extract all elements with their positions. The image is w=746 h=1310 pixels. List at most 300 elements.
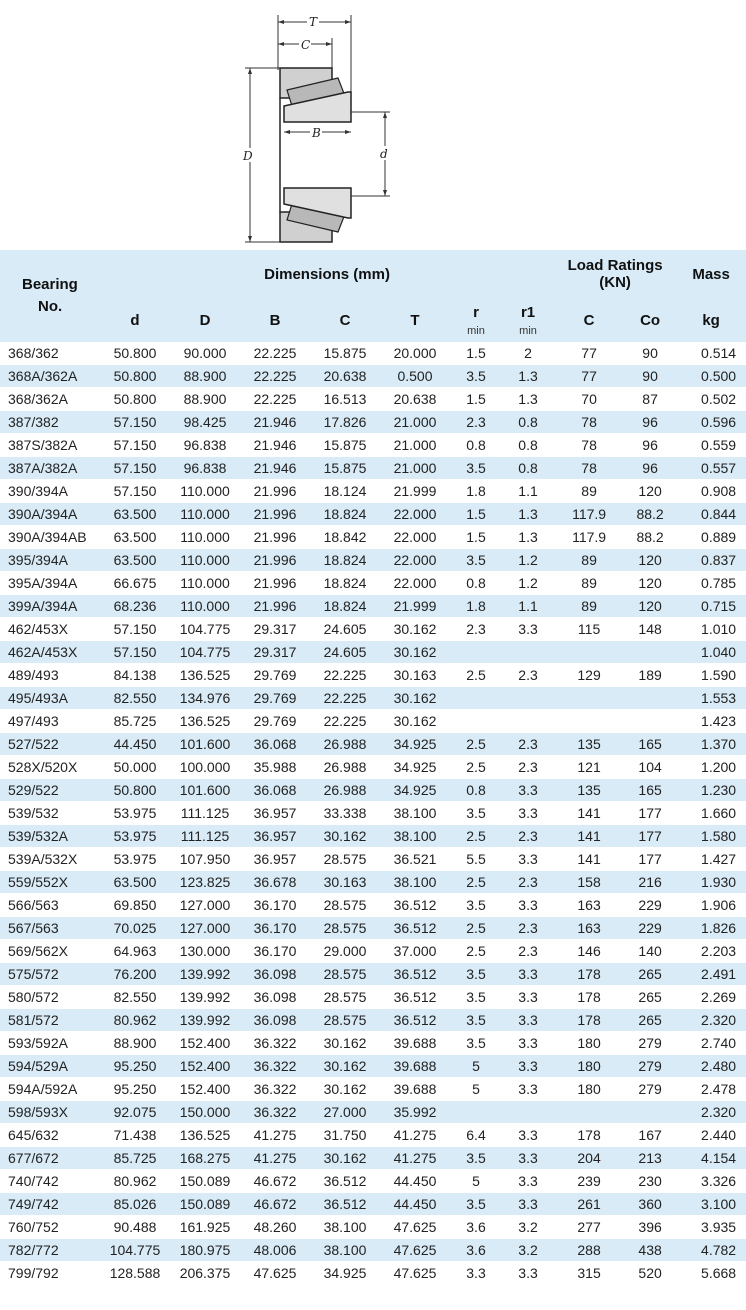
tapered-bearing-cross-section — [0, 0, 746, 250]
cell-T: 30.162 — [380, 710, 450, 733]
header-C: C — [310, 298, 380, 342]
header-r — [450, 298, 502, 342]
cell-load-C: 70 — [554, 388, 624, 411]
cell-d: 128.588 — [100, 1262, 170, 1285]
cell-r1: 2.3 — [502, 756, 554, 779]
cell-B: 21.946 — [240, 457, 310, 480]
header-T: T — [380, 298, 450, 342]
cell-r: 5 — [450, 1170, 502, 1193]
cell-bearing-no: 390A/394AB — [0, 526, 100, 549]
table-row — [0, 1055, 746, 1078]
cell-load-Co: 120 — [624, 480, 676, 503]
cell-T: 22.000 — [380, 549, 450, 572]
cell-T: 47.625 — [380, 1262, 450, 1285]
cell-bearing-no: 740/742 — [0, 1170, 100, 1193]
cell-C: 34.925 — [310, 1262, 380, 1285]
cell-r1: 3.3 — [502, 779, 554, 802]
cell-d: 80.962 — [100, 1170, 170, 1193]
cell-B: 36.098 — [240, 1009, 310, 1032]
cell-C: 26.988 — [310, 779, 380, 802]
cell-load-Co: 216 — [624, 871, 676, 894]
cell-bearing-no: 495/493A — [0, 687, 100, 710]
cell-C: 18.124 — [310, 480, 380, 503]
cell-r: 3.3 — [450, 1262, 502, 1285]
cell-B: 36.322 — [240, 1078, 310, 1101]
cell-mass: 1.423 — [676, 710, 746, 733]
cell-bearing-no: 580/572 — [0, 986, 100, 1009]
cell-C: 22.225 — [310, 664, 380, 687]
cell-D: 150.000 — [170, 1101, 240, 1124]
table-row — [0, 1078, 746, 1101]
cell-C: 28.575 — [310, 894, 380, 917]
cell-bearing-no: 559/552X — [0, 871, 100, 894]
cell-load-C: 129 — [554, 664, 624, 687]
cell-load-C: 117.9 — [554, 503, 624, 526]
cell-bearing-no: 497/493 — [0, 710, 100, 733]
cell-D: 152.400 — [170, 1032, 240, 1055]
cell-bearing-no: 390A/394A — [0, 503, 100, 526]
cell-load-C: 77 — [554, 342, 624, 365]
cell-mass: 1.590 — [676, 664, 746, 687]
cell-T: 30.162 — [380, 687, 450, 710]
cell-load-C: 178 — [554, 986, 624, 1009]
cell-d: 85.725 — [100, 1147, 170, 1170]
cell-r: 3.6 — [450, 1216, 502, 1239]
table-header — [0, 250, 746, 342]
cell-T: 39.688 — [380, 1055, 450, 1078]
cell-d: 63.500 — [100, 526, 170, 549]
cell-load-Co: 229 — [624, 894, 676, 917]
cell-D: 110.000 — [170, 480, 240, 503]
cell-C: 28.575 — [310, 986, 380, 1009]
cell-load-C: 180 — [554, 1055, 624, 1078]
cell-load-C: 78 — [554, 411, 624, 434]
cell-r: 0.8 — [450, 434, 502, 457]
cell-D: 152.400 — [170, 1055, 240, 1078]
cell-B: 21.996 — [240, 480, 310, 503]
cell-B: 22.225 — [240, 388, 310, 411]
cell-load-C: 77 — [554, 365, 624, 388]
table-row — [0, 687, 746, 710]
cell-r1: 1.3 — [502, 526, 554, 549]
cell-mass: 0.500 — [676, 365, 746, 388]
cell-d: 95.250 — [100, 1055, 170, 1078]
cell-bearing-no: 462/453X — [0, 618, 100, 641]
cell-C: 20.638 — [310, 365, 380, 388]
cell-d: 63.500 — [100, 871, 170, 894]
cell-r1: 1.3 — [502, 365, 554, 388]
cell-d: 88.900 — [100, 1032, 170, 1055]
cell-B: 47.625 — [240, 1262, 310, 1285]
cell-T: 34.925 — [380, 779, 450, 802]
cell-r: 5.5 — [450, 848, 502, 871]
table-row — [0, 1009, 746, 1032]
cell-B: 36.322 — [240, 1032, 310, 1055]
cell-d: 63.500 — [100, 503, 170, 526]
cell-d: 57.150 — [100, 434, 170, 457]
cell-load-Co: 360 — [624, 1193, 676, 1216]
table-row — [0, 1032, 746, 1055]
cell-mass: 0.844 — [676, 503, 746, 526]
cell-load-Co: 120 — [624, 595, 676, 618]
table-row — [0, 710, 746, 733]
cell-r1 — [502, 1101, 554, 1124]
cell-mass: 1.200 — [676, 756, 746, 779]
cell-load-Co: 177 — [624, 825, 676, 848]
cell-C: 28.575 — [310, 1009, 380, 1032]
cell-r: 2.3 — [450, 618, 502, 641]
cell-r1 — [502, 641, 554, 664]
cell-load-Co: 104 — [624, 756, 676, 779]
cell-r: 2.5 — [450, 664, 502, 687]
cell-load-C: 78 — [554, 434, 624, 457]
cell-D: 104.775 — [170, 641, 240, 664]
cell-load-Co: 120 — [624, 572, 676, 595]
cell-load-Co: 438 — [624, 1239, 676, 1262]
table-row — [0, 434, 746, 457]
table-row — [0, 342, 746, 365]
cell-bearing-no: 566/563 — [0, 894, 100, 917]
cell-r1: 0.8 — [502, 411, 554, 434]
cell-load-C: 180 — [554, 1032, 624, 1055]
cell-D: 150.089 — [170, 1193, 240, 1216]
cell-r1: 0.8 — [502, 434, 554, 457]
cell-d: 68.236 — [100, 595, 170, 618]
cell-D: 150.089 — [170, 1170, 240, 1193]
cell-d: 104.775 — [100, 1239, 170, 1262]
cell-D: 134.976 — [170, 687, 240, 710]
cell-C: 28.575 — [310, 917, 380, 940]
table-row — [0, 595, 746, 618]
table-row — [0, 986, 746, 1009]
cell-load-Co — [624, 687, 676, 710]
cell-load-C: 89 — [554, 572, 624, 595]
cell-d: 85.026 — [100, 1193, 170, 1216]
cell-T: 36.512 — [380, 986, 450, 1009]
cell-T: 20.000 — [380, 342, 450, 365]
cell-T: 36.512 — [380, 894, 450, 917]
cell-load-Co: 87 — [624, 388, 676, 411]
cell-mass: 4.782 — [676, 1239, 746, 1262]
header-r1-label: r1 — [520, 303, 536, 321]
cell-load-C: 158 — [554, 871, 624, 894]
cell-r1: 1.2 — [502, 549, 554, 572]
cell-load-C: 239 — [554, 1170, 624, 1193]
cell-r1: 1.3 — [502, 388, 554, 411]
cell-load-Co: 279 — [624, 1032, 676, 1055]
cell-r1: 3.3 — [502, 618, 554, 641]
cell-bearing-no: 489/493 — [0, 664, 100, 687]
cell-C: 22.225 — [310, 710, 380, 733]
cell-load-Co: 88.2 — [624, 503, 676, 526]
cell-load-C: 78 — [554, 457, 624, 480]
cell-B: 36.957 — [240, 825, 310, 848]
cell-mass: 5.668 — [676, 1262, 746, 1285]
cell-C: 18.842 — [310, 526, 380, 549]
cell-load-C: 141 — [554, 848, 624, 871]
cell-r1: 3.3 — [502, 1032, 554, 1055]
cell-B: 21.996 — [240, 572, 310, 595]
cell-r1: 2 — [502, 342, 554, 365]
cell-load-C: 261 — [554, 1193, 624, 1216]
table-row — [0, 802, 746, 825]
cell-mass: 1.370 — [676, 733, 746, 756]
table-row — [0, 618, 746, 641]
cell-B: 36.957 — [240, 802, 310, 825]
table-row — [0, 526, 746, 549]
cell-r1: 3.3 — [502, 1009, 554, 1032]
cell-T: 22.000 — [380, 503, 450, 526]
cell-d: 50.800 — [100, 779, 170, 802]
cell-r1: 3.2 — [502, 1239, 554, 1262]
cell-mass: 0.889 — [676, 526, 746, 549]
table-row — [0, 940, 746, 963]
cell-D: 139.992 — [170, 986, 240, 1009]
cell-D: 127.000 — [170, 894, 240, 917]
cell-bearing-no: 399A/394A — [0, 595, 100, 618]
cell-C: 18.824 — [310, 503, 380, 526]
cell-d: 50.800 — [100, 388, 170, 411]
cell-load-C: 178 — [554, 963, 624, 986]
cell-bearing-no: 368/362A — [0, 388, 100, 411]
cell-r1: 2.3 — [502, 733, 554, 756]
cell-D: 180.975 — [170, 1239, 240, 1262]
table-row — [0, 1239, 746, 1262]
cell-load-C: 135 — [554, 733, 624, 756]
cell-d: 57.150 — [100, 641, 170, 664]
cell-load-Co: 88.2 — [624, 526, 676, 549]
header-r-min: min — [467, 324, 485, 337]
cell-r1: 2.3 — [502, 917, 554, 940]
cell-r: 1.8 — [450, 480, 502, 503]
cell-B: 21.996 — [240, 526, 310, 549]
cell-load-Co: 177 — [624, 802, 676, 825]
cell-r1: 1.1 — [502, 595, 554, 618]
cell-d: 63.500 — [100, 549, 170, 572]
table-row — [0, 1216, 746, 1239]
cell-r1: 3.3 — [502, 802, 554, 825]
cell-T: 30.162 — [380, 618, 450, 641]
cell-D: 139.992 — [170, 963, 240, 986]
cell-r: 2.5 — [450, 871, 502, 894]
cell-T: 38.100 — [380, 871, 450, 894]
cell-B: 36.170 — [240, 917, 310, 940]
cell-load-C: 163 — [554, 917, 624, 940]
cell-r: 2.3 — [450, 411, 502, 434]
table-row — [0, 365, 746, 388]
cell-load-C: 141 — [554, 825, 624, 848]
cell-T: 36.512 — [380, 963, 450, 986]
cell-load-Co: 140 — [624, 940, 676, 963]
cell-bearing-no: 539/532A — [0, 825, 100, 848]
header-bearing-line1: Bearing — [22, 276, 78, 293]
cell-r1: 3.3 — [502, 1193, 554, 1216]
cell-d: 57.150 — [100, 457, 170, 480]
header-r1-min: min — [519, 324, 537, 337]
cell-D: 96.838 — [170, 457, 240, 480]
cell-D: 110.000 — [170, 526, 240, 549]
cell-bearing-no: 527/522 — [0, 733, 100, 756]
cell-D: 152.400 — [170, 1078, 240, 1101]
cell-d: 53.975 — [100, 825, 170, 848]
table-row — [0, 848, 746, 871]
cell-T: 34.925 — [380, 756, 450, 779]
cell-load-C: 141 — [554, 802, 624, 825]
cell-r: 2.5 — [450, 756, 502, 779]
cell-d: 92.075 — [100, 1101, 170, 1124]
cell-C: 29.000 — [310, 940, 380, 963]
cell-d: 76.200 — [100, 963, 170, 986]
cell-T: 21.999 — [380, 480, 450, 503]
cell-B: 21.996 — [240, 503, 310, 526]
cell-load-Co: 96 — [624, 411, 676, 434]
cell-r1: 3.3 — [502, 894, 554, 917]
cell-load-C: 163 — [554, 894, 624, 917]
cell-T: 22.000 — [380, 572, 450, 595]
cell-r: 1.5 — [450, 526, 502, 549]
cell-D: 139.992 — [170, 1009, 240, 1032]
cell-r1 — [502, 710, 554, 733]
cell-bearing-no: 387A/382A — [0, 457, 100, 480]
cell-d: 57.150 — [100, 480, 170, 503]
cell-bearing-no: 799/792 — [0, 1262, 100, 1285]
table-row — [0, 1124, 746, 1147]
header-mass: Mass — [676, 250, 746, 298]
cell-T: 44.450 — [380, 1193, 450, 1216]
cell-C: 30.162 — [310, 1055, 380, 1078]
cell-C: 15.875 — [310, 342, 380, 365]
cell-r: 6.4 — [450, 1124, 502, 1147]
cell-r1: 1.2 — [502, 572, 554, 595]
cell-d: 66.675 — [100, 572, 170, 595]
cell-load-Co: 230 — [624, 1170, 676, 1193]
header-r-label: r — [473, 303, 479, 321]
cell-D: 136.525 — [170, 1124, 240, 1147]
cell-load-Co: 189 — [624, 664, 676, 687]
bearing-spec-table-container — [0, 250, 746, 1285]
cell-mass: 2.269 — [676, 986, 746, 1009]
cell-mass: 1.660 — [676, 802, 746, 825]
table-row — [0, 1147, 746, 1170]
cell-T: 36.512 — [380, 917, 450, 940]
cell-mass: 2.491 — [676, 963, 746, 986]
cell-load-Co — [624, 641, 676, 664]
cell-bearing-no: 395/394A — [0, 549, 100, 572]
cell-r: 0.8 — [450, 572, 502, 595]
cell-load-Co: 96 — [624, 457, 676, 480]
cell-r: 3.5 — [450, 1193, 502, 1216]
cell-r1: 3.3 — [502, 848, 554, 871]
cell-D: 98.425 — [170, 411, 240, 434]
cell-B: 21.996 — [240, 549, 310, 572]
cell-mass: 0.557 — [676, 457, 746, 480]
cell-T: 36.521 — [380, 848, 450, 871]
cell-load-Co: 167 — [624, 1124, 676, 1147]
cell-load-C: 89 — [554, 480, 624, 503]
cell-d: 50.800 — [100, 342, 170, 365]
table-row — [0, 388, 746, 411]
cell-B: 29.317 — [240, 641, 310, 664]
cell-bearing-no: 569/562X — [0, 940, 100, 963]
cell-r1: 3.3 — [502, 1147, 554, 1170]
cell-B: 36.322 — [240, 1101, 310, 1124]
cell-C: 26.988 — [310, 733, 380, 756]
cell-bearing-no: 598/593X — [0, 1101, 100, 1124]
table-row — [0, 457, 746, 480]
cell-bearing-no: 567/563 — [0, 917, 100, 940]
cell-mass: 2.320 — [676, 1009, 746, 1032]
cell-B: 21.946 — [240, 411, 310, 434]
cell-D: 111.125 — [170, 802, 240, 825]
cell-C: 36.512 — [310, 1193, 380, 1216]
cell-bearing-no: 575/572 — [0, 963, 100, 986]
cell-D: 101.600 — [170, 779, 240, 802]
cell-bearing-no: 760/752 — [0, 1216, 100, 1239]
cell-mass: 1.230 — [676, 779, 746, 802]
cell-D: 110.000 — [170, 503, 240, 526]
cell-mass: 1.580 — [676, 825, 746, 848]
cell-d: 53.975 — [100, 848, 170, 871]
cell-d: 82.550 — [100, 986, 170, 1009]
cell-mass: 0.715 — [676, 595, 746, 618]
cell-mass: 1.930 — [676, 871, 746, 894]
cell-d: 71.438 — [100, 1124, 170, 1147]
cell-load-Co: 90 — [624, 342, 676, 365]
cell-C: 18.824 — [310, 572, 380, 595]
table-row — [0, 664, 746, 687]
cell-r: 3.6 — [450, 1239, 502, 1262]
cell-load-Co: 165 — [624, 779, 676, 802]
cell-D: 123.825 — [170, 871, 240, 894]
table-row — [0, 917, 746, 940]
table-row — [0, 1193, 746, 1216]
label-C: C — [301, 38, 311, 52]
cell-T: 21.000 — [380, 411, 450, 434]
cell-T: 39.688 — [380, 1078, 450, 1101]
cell-C: 16.513 — [310, 388, 380, 411]
cell-d: 70.025 — [100, 917, 170, 940]
cell-d: 53.975 — [100, 802, 170, 825]
cell-load-C: 204 — [554, 1147, 624, 1170]
cell-r1: 1.3 — [502, 503, 554, 526]
cell-r: 2.5 — [450, 917, 502, 940]
cell-B: 21.996 — [240, 595, 310, 618]
cell-r1: 3.3 — [502, 1124, 554, 1147]
cell-C: 27.000 — [310, 1101, 380, 1124]
cell-T: 22.000 — [380, 526, 450, 549]
cell-T: 44.450 — [380, 1170, 450, 1193]
cell-D: 111.125 — [170, 825, 240, 848]
cell-B: 36.170 — [240, 894, 310, 917]
table-row — [0, 963, 746, 986]
cell-D: 96.838 — [170, 434, 240, 457]
cell-r1: 2.3 — [502, 664, 554, 687]
cell-D: 110.000 — [170, 595, 240, 618]
cell-load-C: 315 — [554, 1262, 624, 1285]
cell-r: 2.5 — [450, 940, 502, 963]
cell-bearing-no: 594/529A — [0, 1055, 100, 1078]
cell-mass: 2.480 — [676, 1055, 746, 1078]
cell-T: 21.000 — [380, 434, 450, 457]
header-dimensions: Dimensions (mm) — [100, 250, 554, 298]
cell-load-C: 178 — [554, 1009, 624, 1032]
cell-D: 168.275 — [170, 1147, 240, 1170]
cell-r: 1.5 — [450, 342, 502, 365]
cell-D: 110.000 — [170, 572, 240, 595]
cell-load-Co: 396 — [624, 1216, 676, 1239]
cell-C: 30.162 — [310, 825, 380, 848]
table-row — [0, 641, 746, 664]
